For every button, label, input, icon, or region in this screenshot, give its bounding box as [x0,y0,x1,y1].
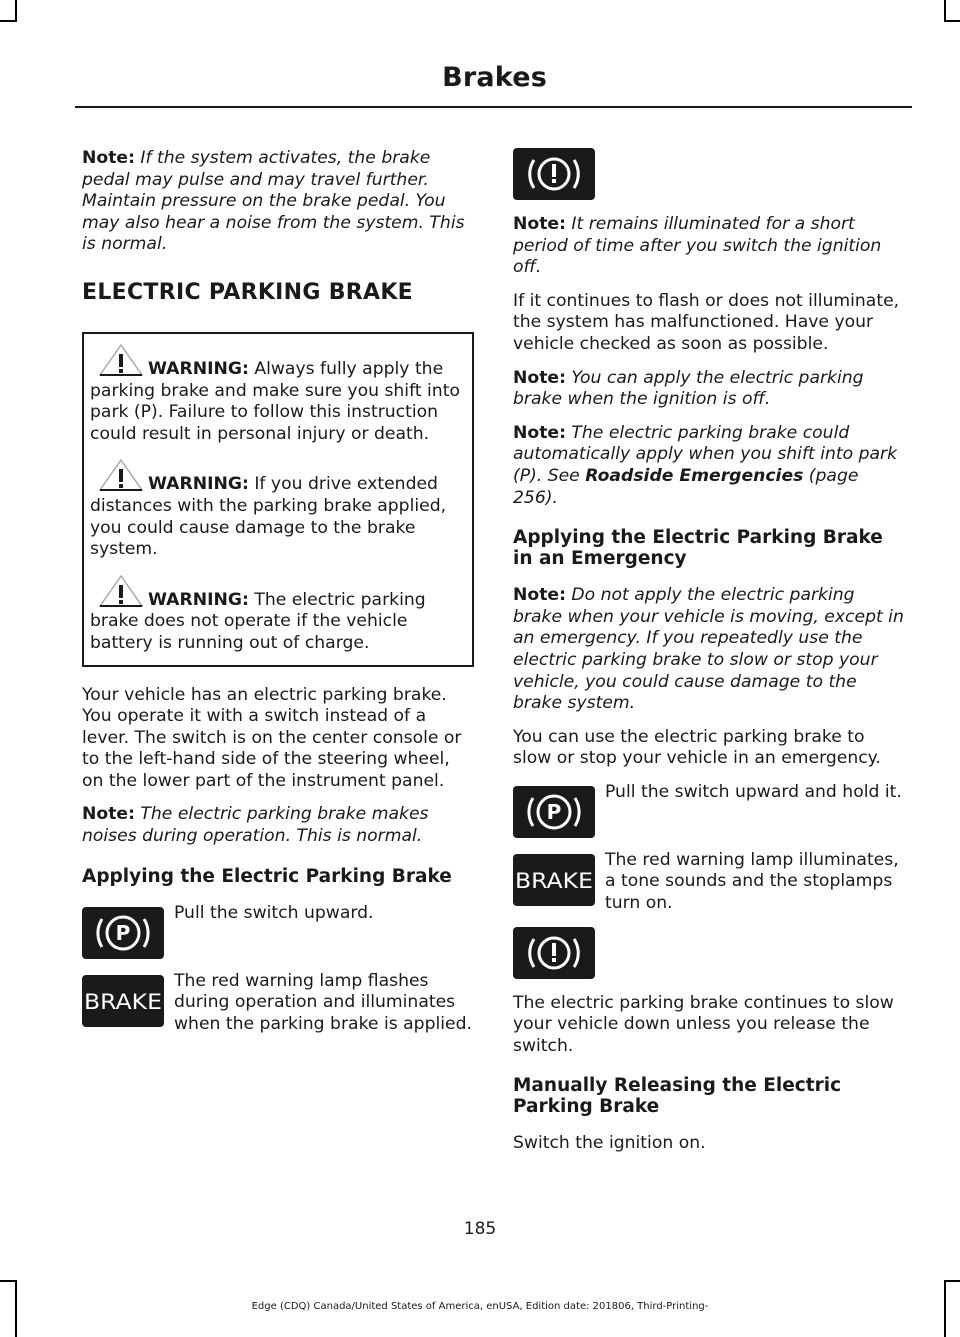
body-paragraph: The electric parking brake continues to slow your vehicle down unless you release the switch. [513,992,894,1056]
crop-mark [944,20,960,22]
note-label: Note: [82,804,135,825]
parking-brake-switch-icon [82,907,164,959]
body-paragraph: If it continues to flash or does not illuminate, the system has malfunctioned. Have your vehicle checked as soon as possible. [513,290,900,354]
body-paragraph: Your vehicle has an electric parking brake. You operate it with a switch instead of a lever. The switch is on the center console or to the left-hand side of the steering wheel, on the lower part of the instrument panel. [82,684,462,791]
crop-mark [0,1280,17,1282]
note-text: (page 256). [513,465,859,508]
step-text: The red warning lamp flashes during operation and illuminates when the parking brake is applied. [174,970,472,1034]
crop-mark [15,0,17,22]
crop-mark [944,0,946,22]
step-row [513,782,905,838]
subheading: Applying the Electric Parking Brake in an Emergency [513,527,883,570]
section-title: ELECTRIC PARKING BRAKE [82,279,414,305]
left-column [82,148,474,1047]
edition-line: Edge (CDQ) Canada/United States of America, enUSA, Edition date: 201806, Third-Printing- [251,1301,709,1312]
warning-3 [90,573,466,655]
step-text: Pull the switch upward. [174,902,374,923]
note-text: The electric parking brake makes noises during operation. This is normal. [82,804,429,847]
note-paragraph [513,585,905,715]
warning-triangle-icon [94,457,148,493]
note-label: Note: [82,148,135,168]
warning-label: WARNING: [148,589,249,610]
roadside-emergencies-link[interactable]: Roadside Emergencies [585,465,804,486]
note-label: Note: [513,367,566,388]
note-text: If the system activates, the brake pedal may pulse and may travel further. Maintain pressure on the brake pedal. You may also hear a noise from the system. This is normal. [82,148,465,255]
subheading: Applying the Electric Parking Brake [82,865,452,887]
warning-triangle-icon [94,342,148,378]
note-paragraph [82,804,474,847]
parking-brake-switch-icon [513,786,595,838]
note-paragraph [513,423,905,509]
crop-mark [0,20,17,22]
step-row [82,903,474,959]
step-row [513,850,905,915]
crop-mark [944,1280,960,1282]
warning-triangle-icon [94,573,148,609]
warning-1 [90,342,466,445]
park-letter: P [546,799,562,824]
brake-warning-circle-icon [513,148,595,200]
right-column [513,148,905,1167]
note-text: You can apply the electric parking brake when the ignition is off. [513,367,864,410]
note-label: Note: [513,585,566,606]
brake-lamp-text: BRAKE [515,868,593,893]
page-title: Brakes [442,62,547,93]
step-text: Pull the switch upward and hold it. [605,781,902,802]
warning-text: Always fully apply the parking brake and make sure you shift into park (P). Failure to follow this instruction could result in personal injury or death. [90,358,460,444]
brake-lamp-text: BRAKE [84,989,162,1014]
brake-warning-circle-icon [513,927,595,979]
note-paragraph [513,368,905,411]
brake-warning-lamp-icon [82,975,164,1027]
warning-label: WARNING: [148,358,249,379]
brake-warning-lamp-icon [513,854,595,906]
note-text: The electric parking brake could automatically apply when you shift into park (P). See [513,422,898,486]
note-text: It remains illuminated for a short period of time after you switch the ignition off. [513,214,882,278]
header-rule [75,106,912,108]
page-number: 185 [463,1219,497,1239]
note-label: Note: [513,214,566,234]
body-paragraph: You can use the electric parking brake to slow or stop your vehicle in an emergency. [513,726,881,769]
body-paragraph: Switch the ignition on. [513,1133,706,1154]
step-row [82,971,474,1036]
warning-label: WARNING: [148,474,249,495]
note-paragraph [513,214,905,279]
park-letter: P [115,920,131,945]
subheading: Manually Releasing the Electric Parking Brake [513,1075,842,1118]
warning-box [82,332,474,667]
note-text: Do not apply the electric parking brake when your vehicle is moving, except in an emergency. If you repeatedly use the electric parking brake to slow or stop your vehicle, you could cause damage to the brake system. [513,585,904,714]
intro-note [82,148,474,256]
warning-text: The electric parking brake does not operate if the vehicle battery is running out of charge. [90,589,426,653]
warning-text: If you drive extended distances with the parking brake applied, you could cause damage to the brake system. [90,474,447,560]
warning-2 [90,457,466,560]
step-text: The red warning lamp illuminates, a tone sounds and the stoplamps turn on. [605,849,899,914]
note-label: Note: [513,422,566,443]
